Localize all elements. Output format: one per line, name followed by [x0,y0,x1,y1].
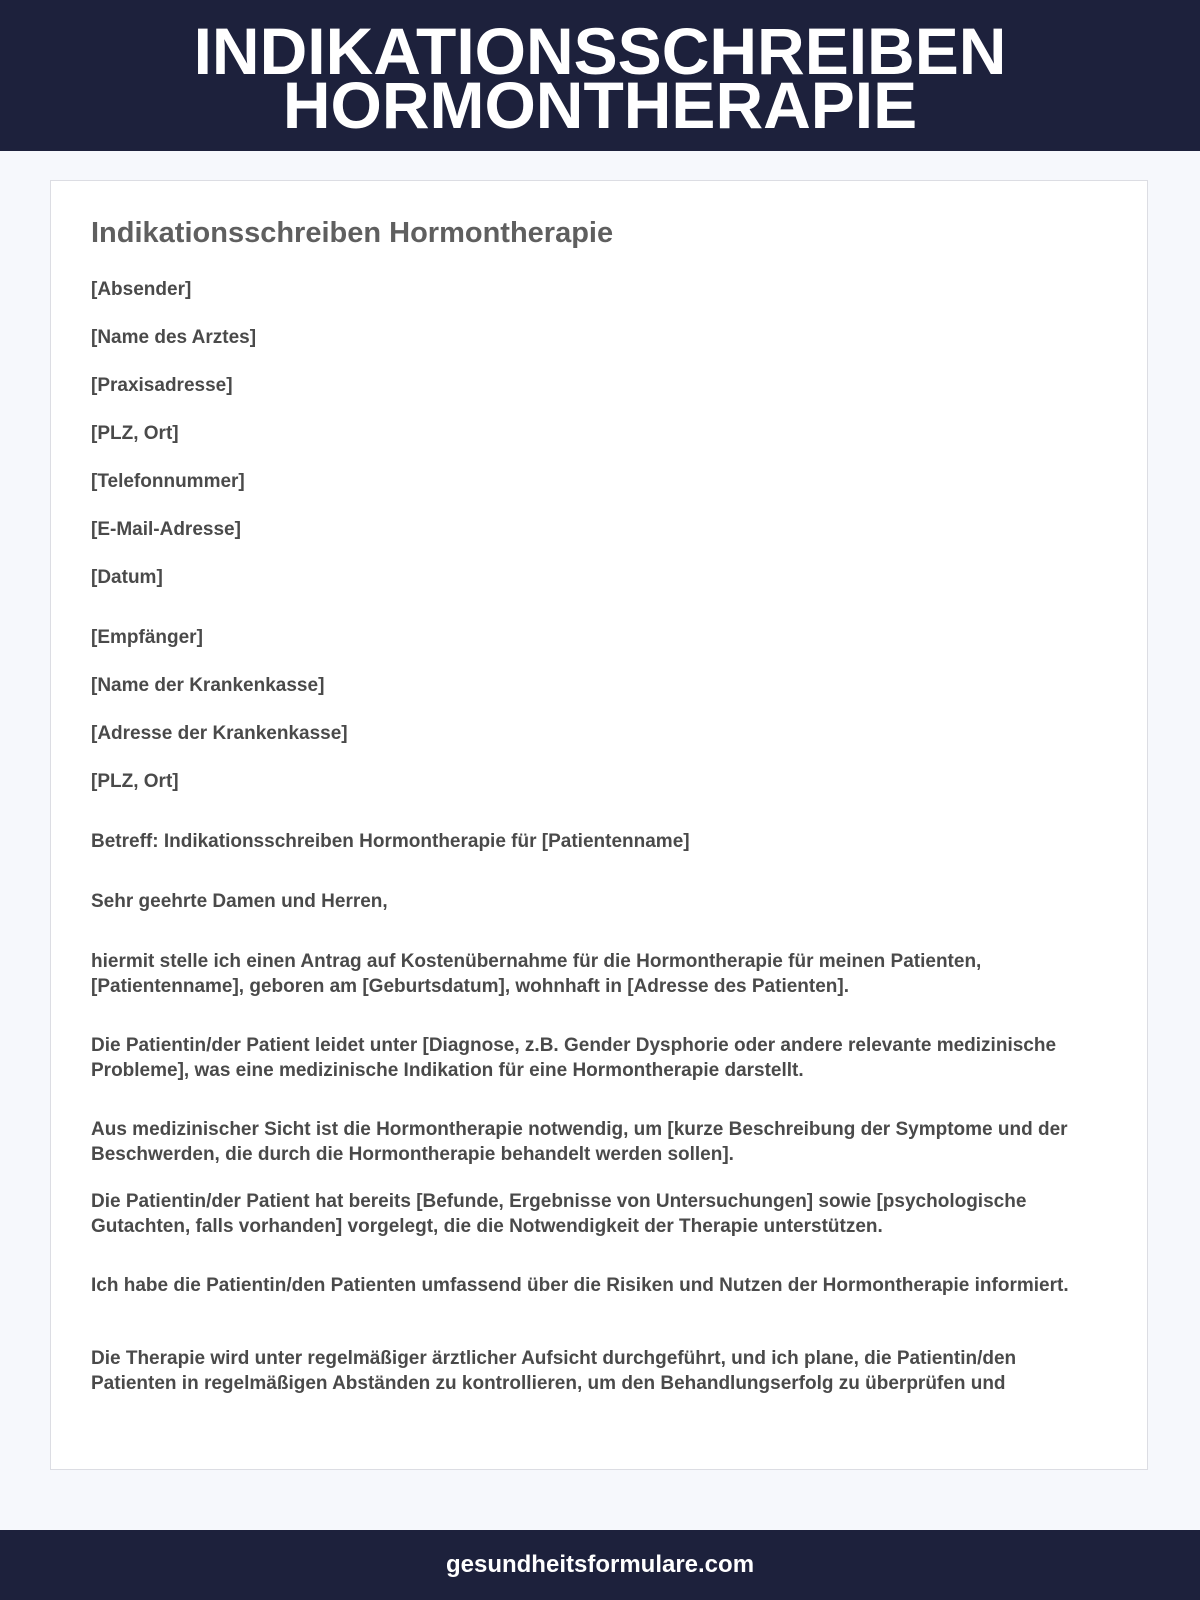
letter-subject: Betreff: Indikationsschreiben Hormontherapie für [Patientenname] [91,831,690,852]
header-title [193,13,1007,142]
sender-date: [Datum] [91,567,163,588]
letter-paragraph: Die Therapie wird unter regelmäßiger ärztlicher Aufsicht durchgeführt, und ich plane, die Patientin/den Patienten in regelmäßigen Abständen zu kontrollieren, um den Behandlungserfolg zu überprüfen und [91,1348,1017,1394]
document-paper [50,180,1148,1470]
page-header [0,0,1200,151]
sender-email: [E-Mail-Adresse] [91,519,241,540]
letter-paragraph: hiermit stelle ich einen Antrag auf Kostenübernahme für die Hormontherapie für meinen Patienten, [Patientenname], geboren am [Geburtsdatum], wohnhaft in [Adresse des Patienten]. [91,951,982,997]
page-footer [0,1530,1200,1600]
letter-paragraph: Aus medizinischer Sicht ist die Hormontherapie notwendig, um [kurze Beschreibung der Symptome und der Beschwerden, die durch die Hormontherapie behandelt werden sollen]. [91,1119,1068,1165]
footer-site-name: gesundheitsformulare.com [445,1551,755,1578]
sender-practice-address: [Praxisadresse] [91,375,233,396]
letter-paragraph: Ich habe die Patientin/den Patienten umfassend über die Risiken und Nutzen der Hormontherapie informiert. [91,1275,1069,1296]
recipient-insurance-address: [Adresse der Krankenkasse] [91,723,348,744]
document-title: Indikationsschreiben Hormontherapie [91,217,614,249]
header-title-line-1: INDIKATIONSSCHREIBEN [193,13,1007,88]
sender-doctor-name: [Name des Arztes] [91,327,257,348]
letter-salutation: Sehr geehrte Damen und Herren, [91,891,388,912]
sender-zip-city: [PLZ, Ort] [91,423,179,444]
sender-phone: [Telefonnummer] [91,471,245,492]
recipient-zip-city: [PLZ, Ort] [91,771,179,792]
header-title-line-2: HORMONTHERAPIE [282,67,918,142]
letter-paragraph: Die Patientin/der Patient hat bereits [Befunde, Ergebnisse von Untersuchungen] sowie [psychologische Gutachten, falls vorhanden] vorgelegt, die die Notwendigkeit der Therapie unterstützen. [91,1191,1027,1237]
recipient-insurance-name: [Name der Krankenkasse] [91,675,325,696]
sender-label: [Absender] [91,279,192,300]
recipient-label: [Empfänger] [91,627,203,648]
letter-paragraph: Die Patientin/der Patient leidet unter [Diagnose, z.B. Gender Dysphorie oder andere relevante medizinische Probleme], was eine medizinische Indikation für eine Hormontherapie darstellt. [91,1035,1057,1081]
